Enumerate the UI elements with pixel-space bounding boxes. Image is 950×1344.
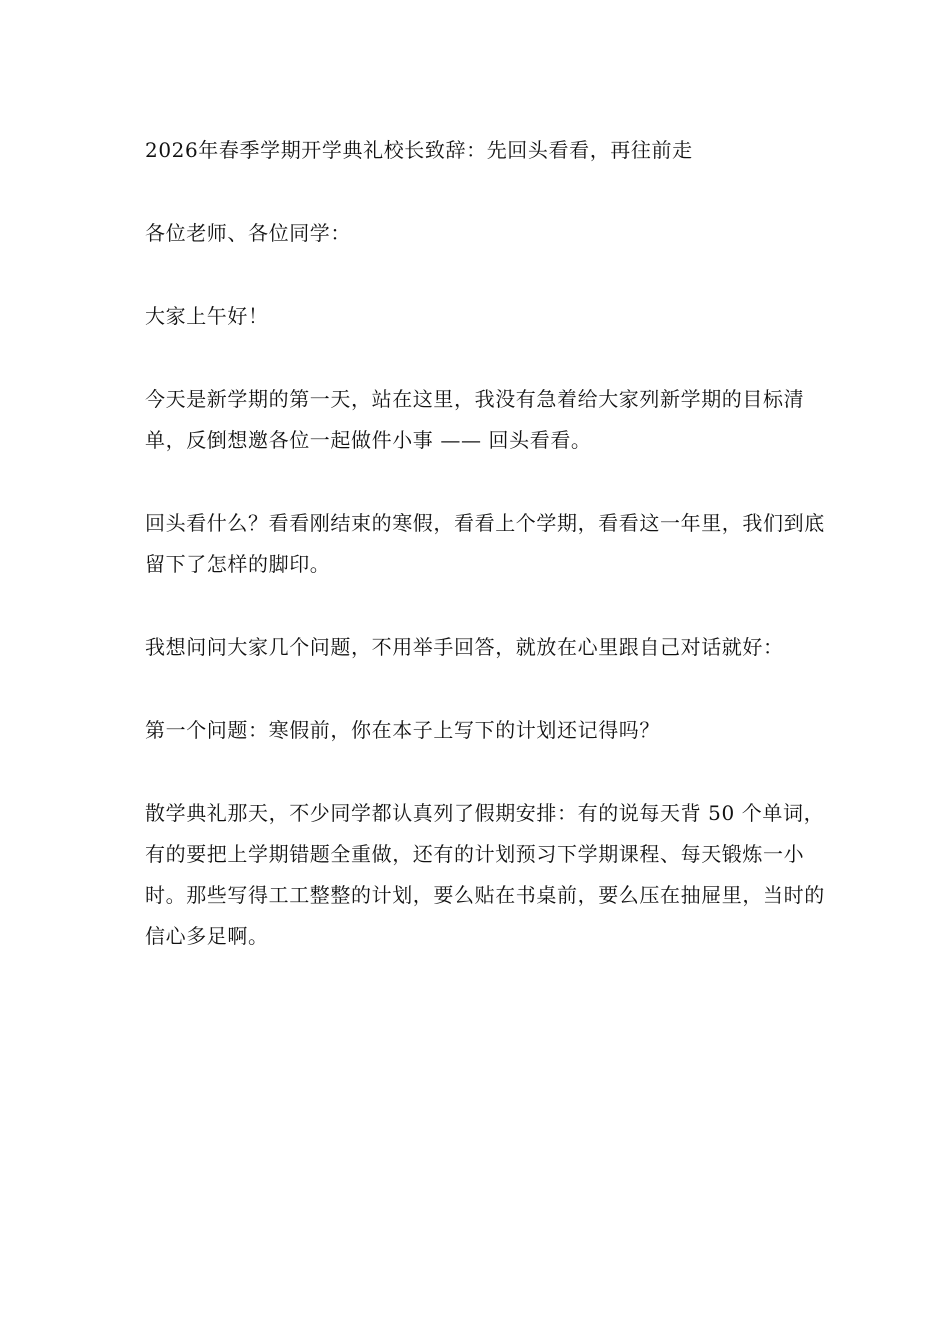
paragraph: 今天是新学期的第一天，站在这里，我没有急着给大家列新学期的目标清单，反倒想邀各位一起做件小事 —— 回头看看。 bbox=[145, 387, 805, 452]
paragraph: 我想问问大家几个问题，不用举手回答，就放在心里跟自己对话就好： bbox=[145, 635, 784, 659]
paragraph: 散学典礼那天，不少同学都认真列了假期安排：有的说每天背 50 个单词，有的要把上学期错题全重做，还有的计划预习下学期课程、每天锻炼一小时。那些写得工工整整的计划，要么贴在书桌前，要么压在抽屉里，当时的信心多足啊。 bbox=[145, 801, 825, 948]
document-body bbox=[145, 130, 835, 999]
paragraph: 第一个问题：寒假前，你在本子上写下的计划还记得吗？ bbox=[145, 718, 660, 742]
document-title: 2026年春季学期开学典礼校长致辞：先回头看看，再往前走 bbox=[145, 138, 693, 162]
paragraph: 回头看什么？看看刚结束的寒假，看看上个学期，看看这一年里，我们到底留下了怎样的脚印。 bbox=[145, 511, 825, 576]
salutation: 各位老师、各位同学： bbox=[145, 221, 351, 245]
greeting: 大家上午好！ bbox=[145, 304, 269, 328]
